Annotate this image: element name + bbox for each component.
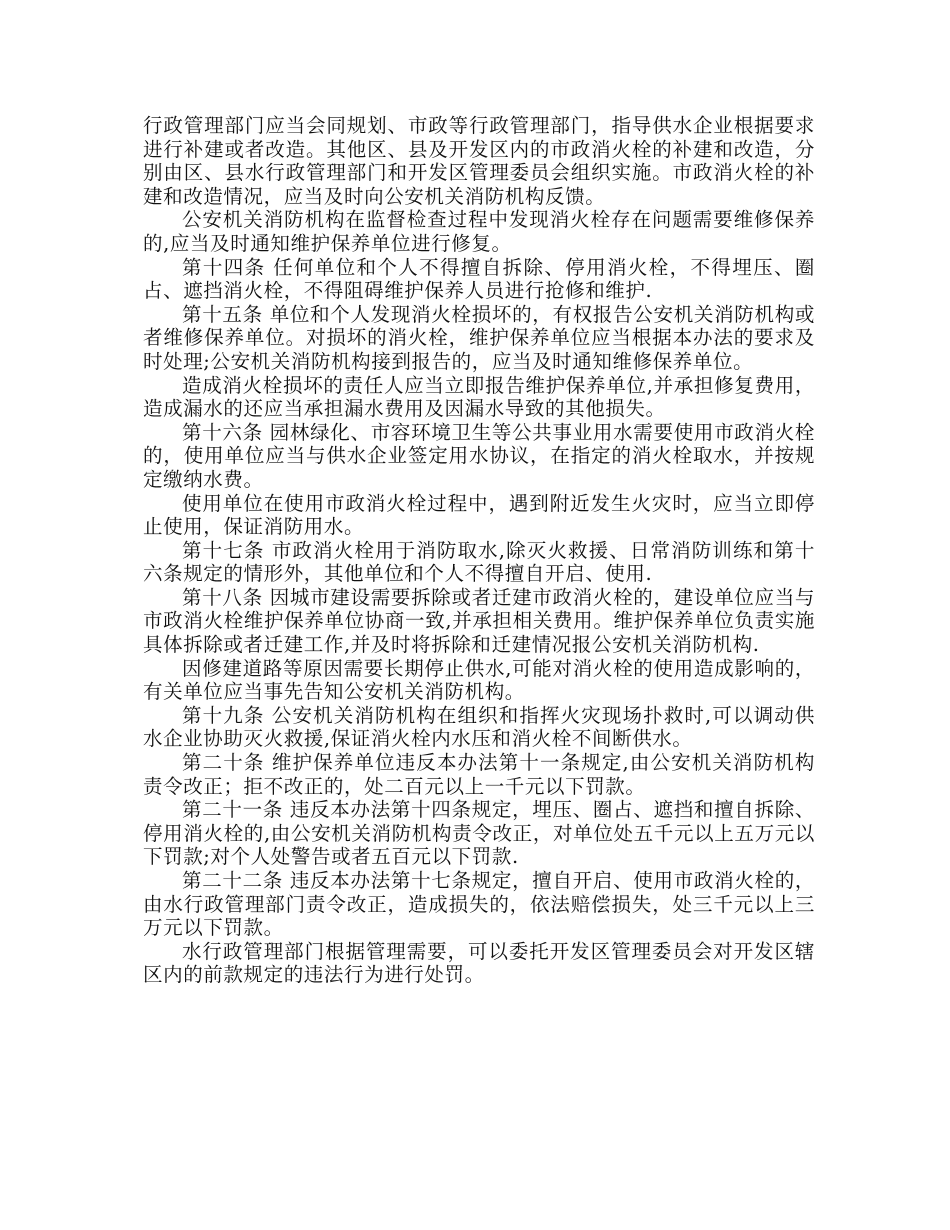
paragraph-damage-liability: 造成消火栓损坏的责任人应当立即报告维护保养单位,并承担修复费用，造成漏水的还应当承担漏水费用及因漏水导致的其他损失。 xyxy=(143,373,815,421)
article-19: 第十九条 公安机关消防机构在组织和指挥火灾现场扑救时,可以调动供水企业协助灭火救援,保证消火栓内水压和消火栓不间断供水。 xyxy=(143,703,815,751)
paragraph-stop-use-fire: 使用单位在使用市政消火栓过程中，遇到附近发生火灾时，应当立即停止使用，保证消防用水。 xyxy=(143,491,815,539)
article-22: 第二十二条 违反本办法第十七条规定，擅自开启、使用市政消火栓的，由水行政管理部门责令改正，造成损失的，依法赔偿损失，处三千元以上三万元以下罚款。 xyxy=(143,869,815,940)
paragraph-inspection-repair: 公安机关消防机构在监督检查过程中发现消火栓存在问题需要维修保养的,应当及时通知维护保养单位进行修复。 xyxy=(143,208,815,255)
article-16: 第十六条 园林绿化、市容环境卫生等公共事业用水需要使用市政消火栓的，使用单位应当与供水企业签定用水协议，在指定的消火栓取水，并按规定缴纳水费。 xyxy=(143,420,815,491)
article-18: 第十八条 因城市建设需要拆除或者迁建市政消火栓的，建设单位应当与市政消火栓维护保养单位协商一致,并承担相关费用。维护保养单位负责实施具体拆除或者迁建工作,并及时将拆除和迁建情况报公安机关消防机构. xyxy=(143,585,815,657)
document-page xyxy=(143,114,815,987)
article-21: 第二十一条 违反本办法第十四条规定，埋压、圈占、遮挡和擅自拆除、停用消火栓的,由公安机关消防机构责令改正，对单位处五千元以上五万元以下罚款;对个人处警告或者五百元以下罚款. xyxy=(143,798,815,869)
article-14: 第十四条 任何单位和个人不得擅自拆除、停用消火栓，不得埋压、圈占、遮挡消火栓，不得阻碍维护保养人员进行抢修和维护. xyxy=(143,255,815,303)
paragraph-road-construction: 因修建道路等原因需要长期停止供水,可能对消火栓的使用造成影响的，有关单位应当事先告知公安机关消防机构。 xyxy=(143,656,815,704)
article-17: 第十七条 市政消火栓用于消防取水,除灭火救援、日常消防训练和第十六条规定的情形外，其他单位和个人不得擅自开启、使用. xyxy=(143,538,815,586)
paragraph-continuation: 行政管理部门应当会同规划、市政等行政管理部门，指导供水企业根据要求进行补建或者改造。其他区、县及开发区内的市政消火栓的补建和改造，分别由区、县水行政管理部门和开发区管理委员会组织实施。市政消火栓的补建和改造情况，应当及时向公安机关消防机构反馈。 xyxy=(143,114,815,208)
article-20: 第二十条 维护保养单位违反本办法第十一条规定,由公安机关消防机构责令改正；拒不改正的，处二百元以上一千元以下罚款。 xyxy=(143,751,815,798)
article-15: 第十五条 单位和个人发现消火栓损坏的，有权报告公安机关消防机构或者维修保养单位。对损坏的消火栓，维护保养单位应当根据本办法的要求及时处理;公安机关消防机构接到报告的，应当及时通知维修保养单位。 xyxy=(143,302,815,373)
paragraph-delegation: 水行政管理部门根据管理需要，可以委托开发区管理委员会对开发区辖区内的前款规定的违法行为进行处罚。 xyxy=(143,939,815,987)
